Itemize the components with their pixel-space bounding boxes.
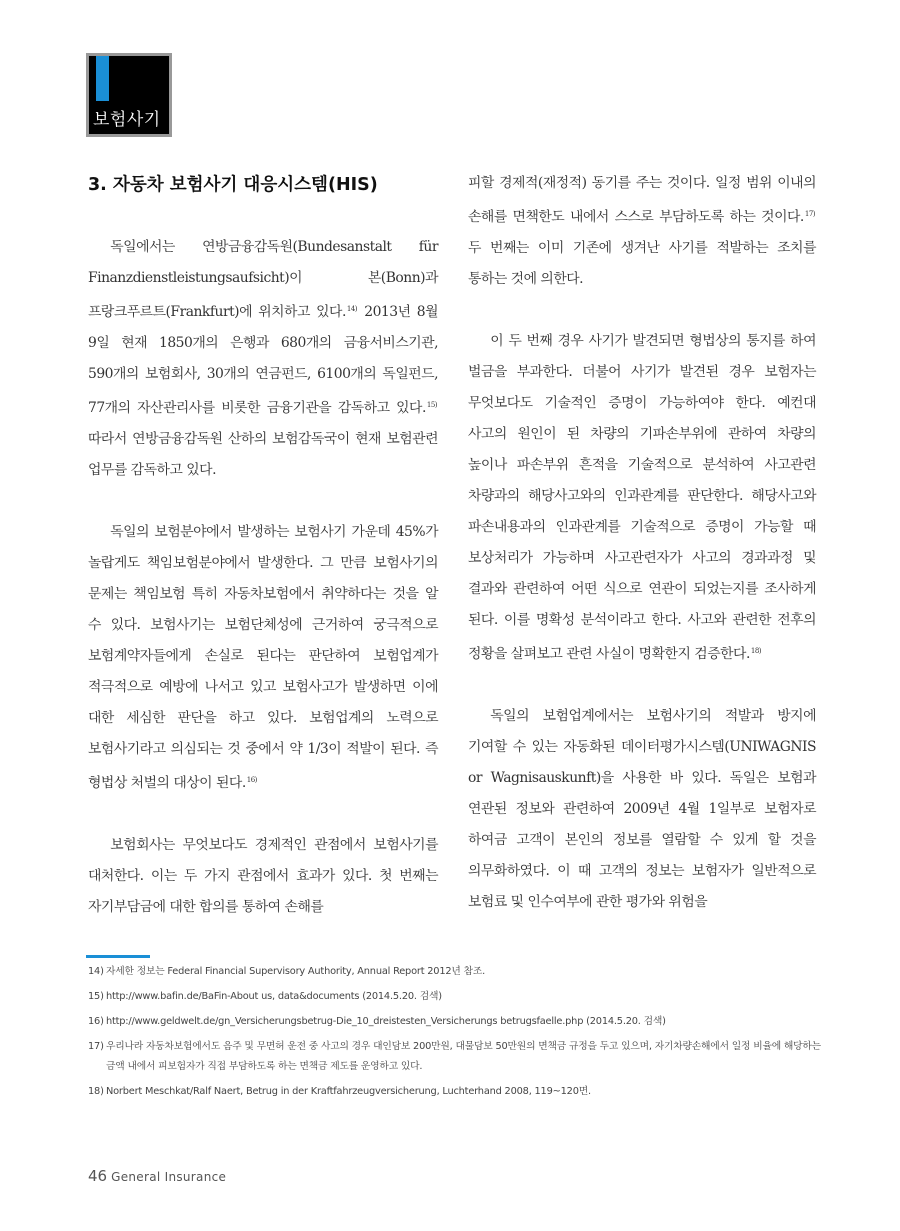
section-tab-label: 보험사기 bbox=[93, 110, 161, 130]
footnote-item: 14) 자세한 정보는 Federal Financial Supervisory Authority, Annual Report 2012년 참조. bbox=[88, 966, 486, 977]
section-tab-background bbox=[89, 56, 169, 134]
footnote-ref: 15) bbox=[426, 401, 437, 409]
footnote-ref: 14) bbox=[346, 305, 358, 313]
footnote-ref: 18) bbox=[750, 647, 762, 655]
section-tab-accent-bar bbox=[96, 56, 109, 101]
paragraph: 독일의 보험분야에서 발생하는 보험사기 가운데 45%가 놀랍게도 책임보험분야에서 발생한다. 그 만큼 보험사기의 문제는 책임보험 특히 자동차보험에서 취약하다는 것을 알 수 있다. 보험사기는 보험단체성에 근거하여 궁극적으로 보험계약자들에게 손실로 된다는 판단하여 보험업계가 적극적으로 예방에 나서고 있고 보험사고가 발생하면 이에 대한 세심한 판단을 하고 있다. 보험업계의 노력으로 보험사기라고 의심되는 것 중에서 약 1/3이 적발이 된다. 즉 형법상 처벌의 대상이 된다.$^{16)}$ bbox=[88, 524, 438, 791]
footnote-divider bbox=[86, 955, 150, 958]
footnote-ref: 17) bbox=[804, 210, 815, 218]
page-number: 46 bbox=[88, 1167, 108, 1185]
paragraph: 독일의 보험업계에서는 보험사기의 적발과 방지에 기여할 수 있는 자동화된 데이터평가시스템(UNIWAGNIS or Wagnisauskunft)을 사용한 바 있다. 독일은 보험과 연관된 정보와 관련하여 2009년 4월 1일부로 보험자로 하여금 고객이 본인의 정보를 열람할 수 있게 할 것을 의무화하였다. 이 때 고객의 정보는 보험자가 일반적으로 보험료 및 인수여부에 관한 평가와 위험을 bbox=[468, 708, 816, 910]
publication-name: General Insurance bbox=[111, 1170, 227, 1184]
paragraph: 독일에서는 연방금융감독원(Bundesanstalt für Finanzdienstleistungsaufsicht)이 본(Bonn)과 프랑크푸르트(Frankfurt)에 위치하고 있다.$^{14)}$ 2013년 8월 9일 현재 1850개의 은행과 680개의 금융서비스기관, 590개의 보험회사, 30개의 연금펀드, 6100개의 독일펀드, 77개의 자산관리사를 비롯한 금융기관을 감독하고 있다.$^{15)}$ 따라서 연방금융감독원 산하의 보험감독국이 현재 보험관련 업무를 감독하고 있다. bbox=[88, 239, 438, 478]
footnote-item: 17) 우리나라 자동차보험에서도 음주 및 무면허 운전 중 사고의 경우 대인담보 200만원, 대물담보 50만원의 면책금 규정을 두고 있으며, 자기차량손해에서 일정 비율에 해당하는 금액 내에서 피보험자가 직접 부담하도록 하는 면책금 제도를 운영하고 있다. bbox=[88, 1041, 821, 1072]
footnote-item: 18) Norbert Meschkat/Ralf Naert, Betrug in der Kraftfahrzeugversicherung, Luchterhand 2008, 119~120면. bbox=[88, 1086, 591, 1097]
paragraph: 보험회사는 무엇보다도 경제적인 관점에서 보험사기를 대처한다. 이는 두 가지 관점에서 효과가 있다. 첫 번째는 자기부담금에 대한 합의를 통하여 손해를 bbox=[88, 837, 438, 915]
section-title: 3. 자동차 보험사기 대응시스템(HIS) bbox=[88, 175, 378, 195]
footnote-item: 16) http://www.geldwelt.de/gn_Versicherungsbetrug-Die_10_dreistesten_Versicherungs betrugsfaelle.php (2014.5.20. 검색) bbox=[88, 1016, 666, 1027]
right-column bbox=[468, 168, 816, 949]
paragraph: 피할 경제적(재정적) 동기를 주는 것이다. 일정 범위 이내의 손해를 면책한도 내에서 스스로 부담하도록 하는 것이다.$^{17)}$ 두 번째는 이미 기존에 생겨난 사기를 적발하는 조치를 통하는 것에 의한다. bbox=[468, 175, 816, 287]
footnote-item: 15) http://www.bafin.de/BaFin-About us, data&documents (2014.5.20. 검색) bbox=[88, 991, 442, 1002]
footnote-ref: 16) bbox=[246, 776, 257, 784]
page-footer bbox=[88, 1166, 226, 1185]
footnotes bbox=[88, 962, 828, 1107]
paragraph: 이 두 번째 경우 사기가 발견되면 형법상의 통지를 하여 벌금을 부과한다. 더불어 사기가 발견된 경우 보험자는 무엇보다도 기술적인 증명이 가능하여야 한다. 예컨대 사고의 원인이 된 차량의 기파손부위에 관하여 차량의 높이나 파손부위 흔적을 기술적으로 분석하여 사고관련 차량과의 해당사고와의 인과관계를 판단한다. 해당사고와 파손내용과의 인과관계를 기술적으로 증명이 가능할 때 보상처리가 가능하며 사고관련자가 사고의 경과과정 및 결과와 관련하여 어떤 식으로 연관이 되었는지를 조사하게 된다. 이를 명확성 분석이라고 한다. 사고와 관련한 전후의 정황을 살펴보고 관련 사실이 명확한지 검증한다.$^{18)}$ bbox=[468, 333, 816, 662]
section-tab bbox=[86, 53, 172, 137]
left-column bbox=[88, 168, 438, 954]
